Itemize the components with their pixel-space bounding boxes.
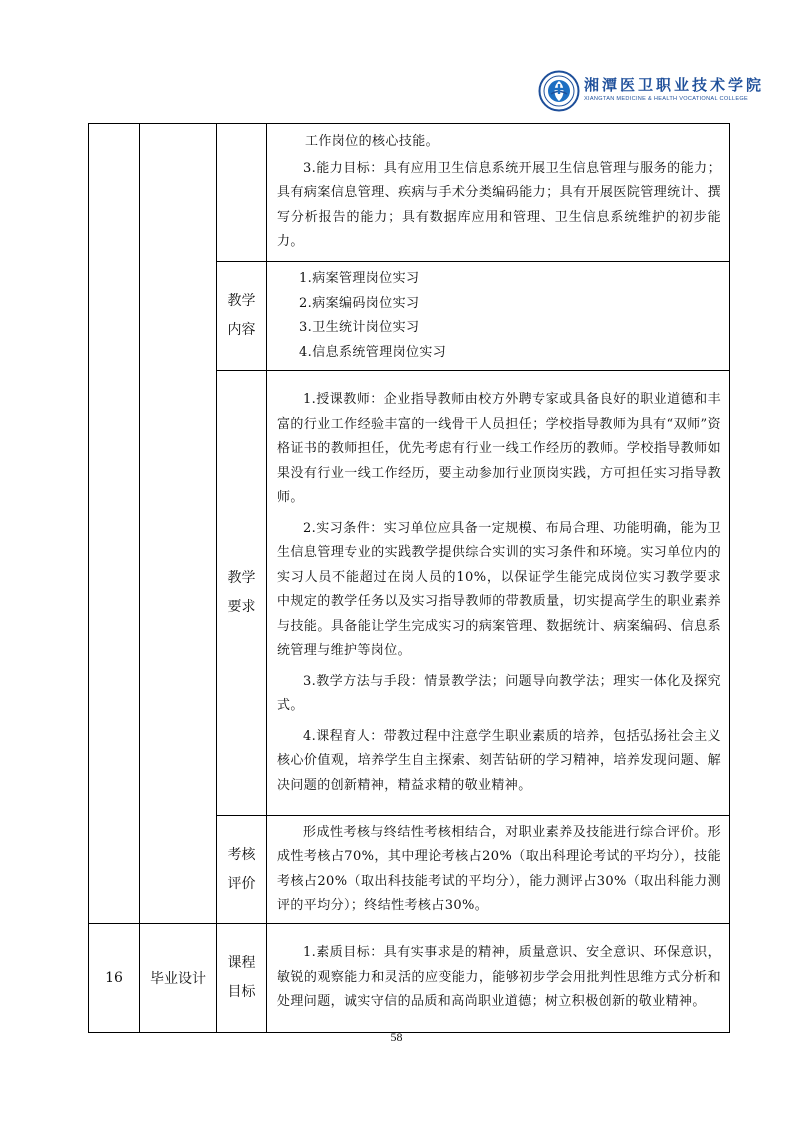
course-number: 16 — [89, 924, 140, 1033]
ability-goal-text: 3.能力目标：具有应用卫生信息系统开展卫生信息管理与服务的能力；具有病案信息管理、疾病与手术分类编码能力；具有开展医院管理统计、撰写分析报告的能力；具有数据库应用和管理、卫生信息系统维护的初步能力。 — [277, 160, 721, 250]
course-name: 毕业设计 — [140, 924, 217, 1033]
evaluation-label-line2: 评价 — [227, 875, 256, 892]
requirement-conditions: 2.实习条件：实习单位应具备一定规模、布局合理、功能明确，能为卫生信息管理专业的实践教学提供综合实训的实习条件和环境。实习单位内的实习人员不能超过在岗人员的10%，以保证学生能完成岗位实习教学要求中规定的教学任务以及实习指导教师的带教质量，切实提高学生的职业素养与技能。具备能让学生完成实习的病案管理、数据统计、病案编码、信息系统管理与维护等岗位。 — [277, 520, 721, 658]
requirements-label-line1: 教学 — [227, 570, 256, 586]
table-row-16 — [89, 924, 730, 1033]
content-label-line1: 教学 — [227, 293, 256, 309]
college-logo — [538, 70, 765, 112]
page-number: 58 — [390, 1030, 403, 1044]
evaluation-label-line1: 考核 — [227, 846, 256, 863]
goal-label-line1: 课程 — [227, 955, 256, 971]
prev-goal-cell — [267, 124, 730, 262]
evaluation-label-cell — [217, 816, 267, 924]
college-emblem-icon — [538, 70, 580, 112]
content-item: 2.病案编码岗位实习 — [299, 295, 420, 311]
requirements-cell — [267, 371, 730, 816]
content-cell — [267, 262, 730, 371]
requirement-teachers: 1.授课教师：企业指导教师由校方外聘专家或具备良好的职业道德和丰富的行业工作经验丰富的一线骨干人员担任；学校指导教师为具有“双师”资格证书的教师担任，优先考虑有行业一线工作经历的教师。学校指导教师如果没有行业一线工作经历，要主动参加行业顶岗实践，方可担任实习指导教师。 — [277, 392, 721, 505]
course-table — [88, 123, 730, 1033]
requirement-education: 4.课程育人：带教过程中注意学生职业素质的培养，包括弘扬社会主义核心价值观，培养学生自主探索、刻苦钻研的学习精神，培养发现问题、解决问题的创新精神，精益求精的敬业精神。 — [277, 728, 721, 793]
prev-name-cell — [140, 124, 217, 924]
goal-cell — [267, 924, 730, 1033]
requirement-methods: 3.教学方法与手段：情景教学法；问题导向教学法；理实一体化及探究式。 — [277, 673, 721, 713]
table-row-continued-goals — [89, 124, 730, 262]
prev-goal-label-cell — [217, 124, 267, 262]
college-name-en: XIANGTAN MEDICINE & HEALTH VOCATIONAL COLLEGE — [584, 96, 749, 102]
goal-label-cell — [217, 924, 267, 1033]
requirements-label-line2: 要求 — [227, 599, 256, 615]
requirements-label-cell — [217, 371, 267, 816]
content-label-line2: 内容 — [227, 322, 256, 338]
college-name-cn: 湘潭医卫职业技术学院 — [584, 76, 765, 94]
content-item: 1.病案管理岗位实习 — [299, 271, 420, 286]
content-label-cell — [217, 262, 267, 371]
goal-label-line2: 目标 — [227, 984, 256, 1000]
evaluation-cell — [267, 816, 730, 924]
prev-number-cell — [89, 124, 140, 924]
evaluation-text: 形成性考核与终结性考核相结合，对职业素养及技能进行综合评价。形成性考核占70%，其中理论考核占20%（取出科理论考试的平均分），技能考核占20%（取出科技能考试的平均分），能力测评占30%（取出科能力测评的平均分）；终结性考核占30%。 — [277, 824, 721, 913]
content-item: 4.信息系统管理岗位实习 — [299, 344, 447, 360]
goals-continued-text: 工作岗位的核心技能。 — [305, 134, 440, 150]
content-item: 3.卫生统计岗位实习 — [299, 320, 420, 335]
quality-goal-text: 1.素质目标：具有实事求是的精神，质量意识、安全意识、环保意识，敏锐的观察能力和灵活的应变能力，能够初步学会用批判性思维方式分析和处理问题，诚实守信的品质和高尚职业道德；树立积极创新的敬业精神。 — [277, 945, 721, 1010]
